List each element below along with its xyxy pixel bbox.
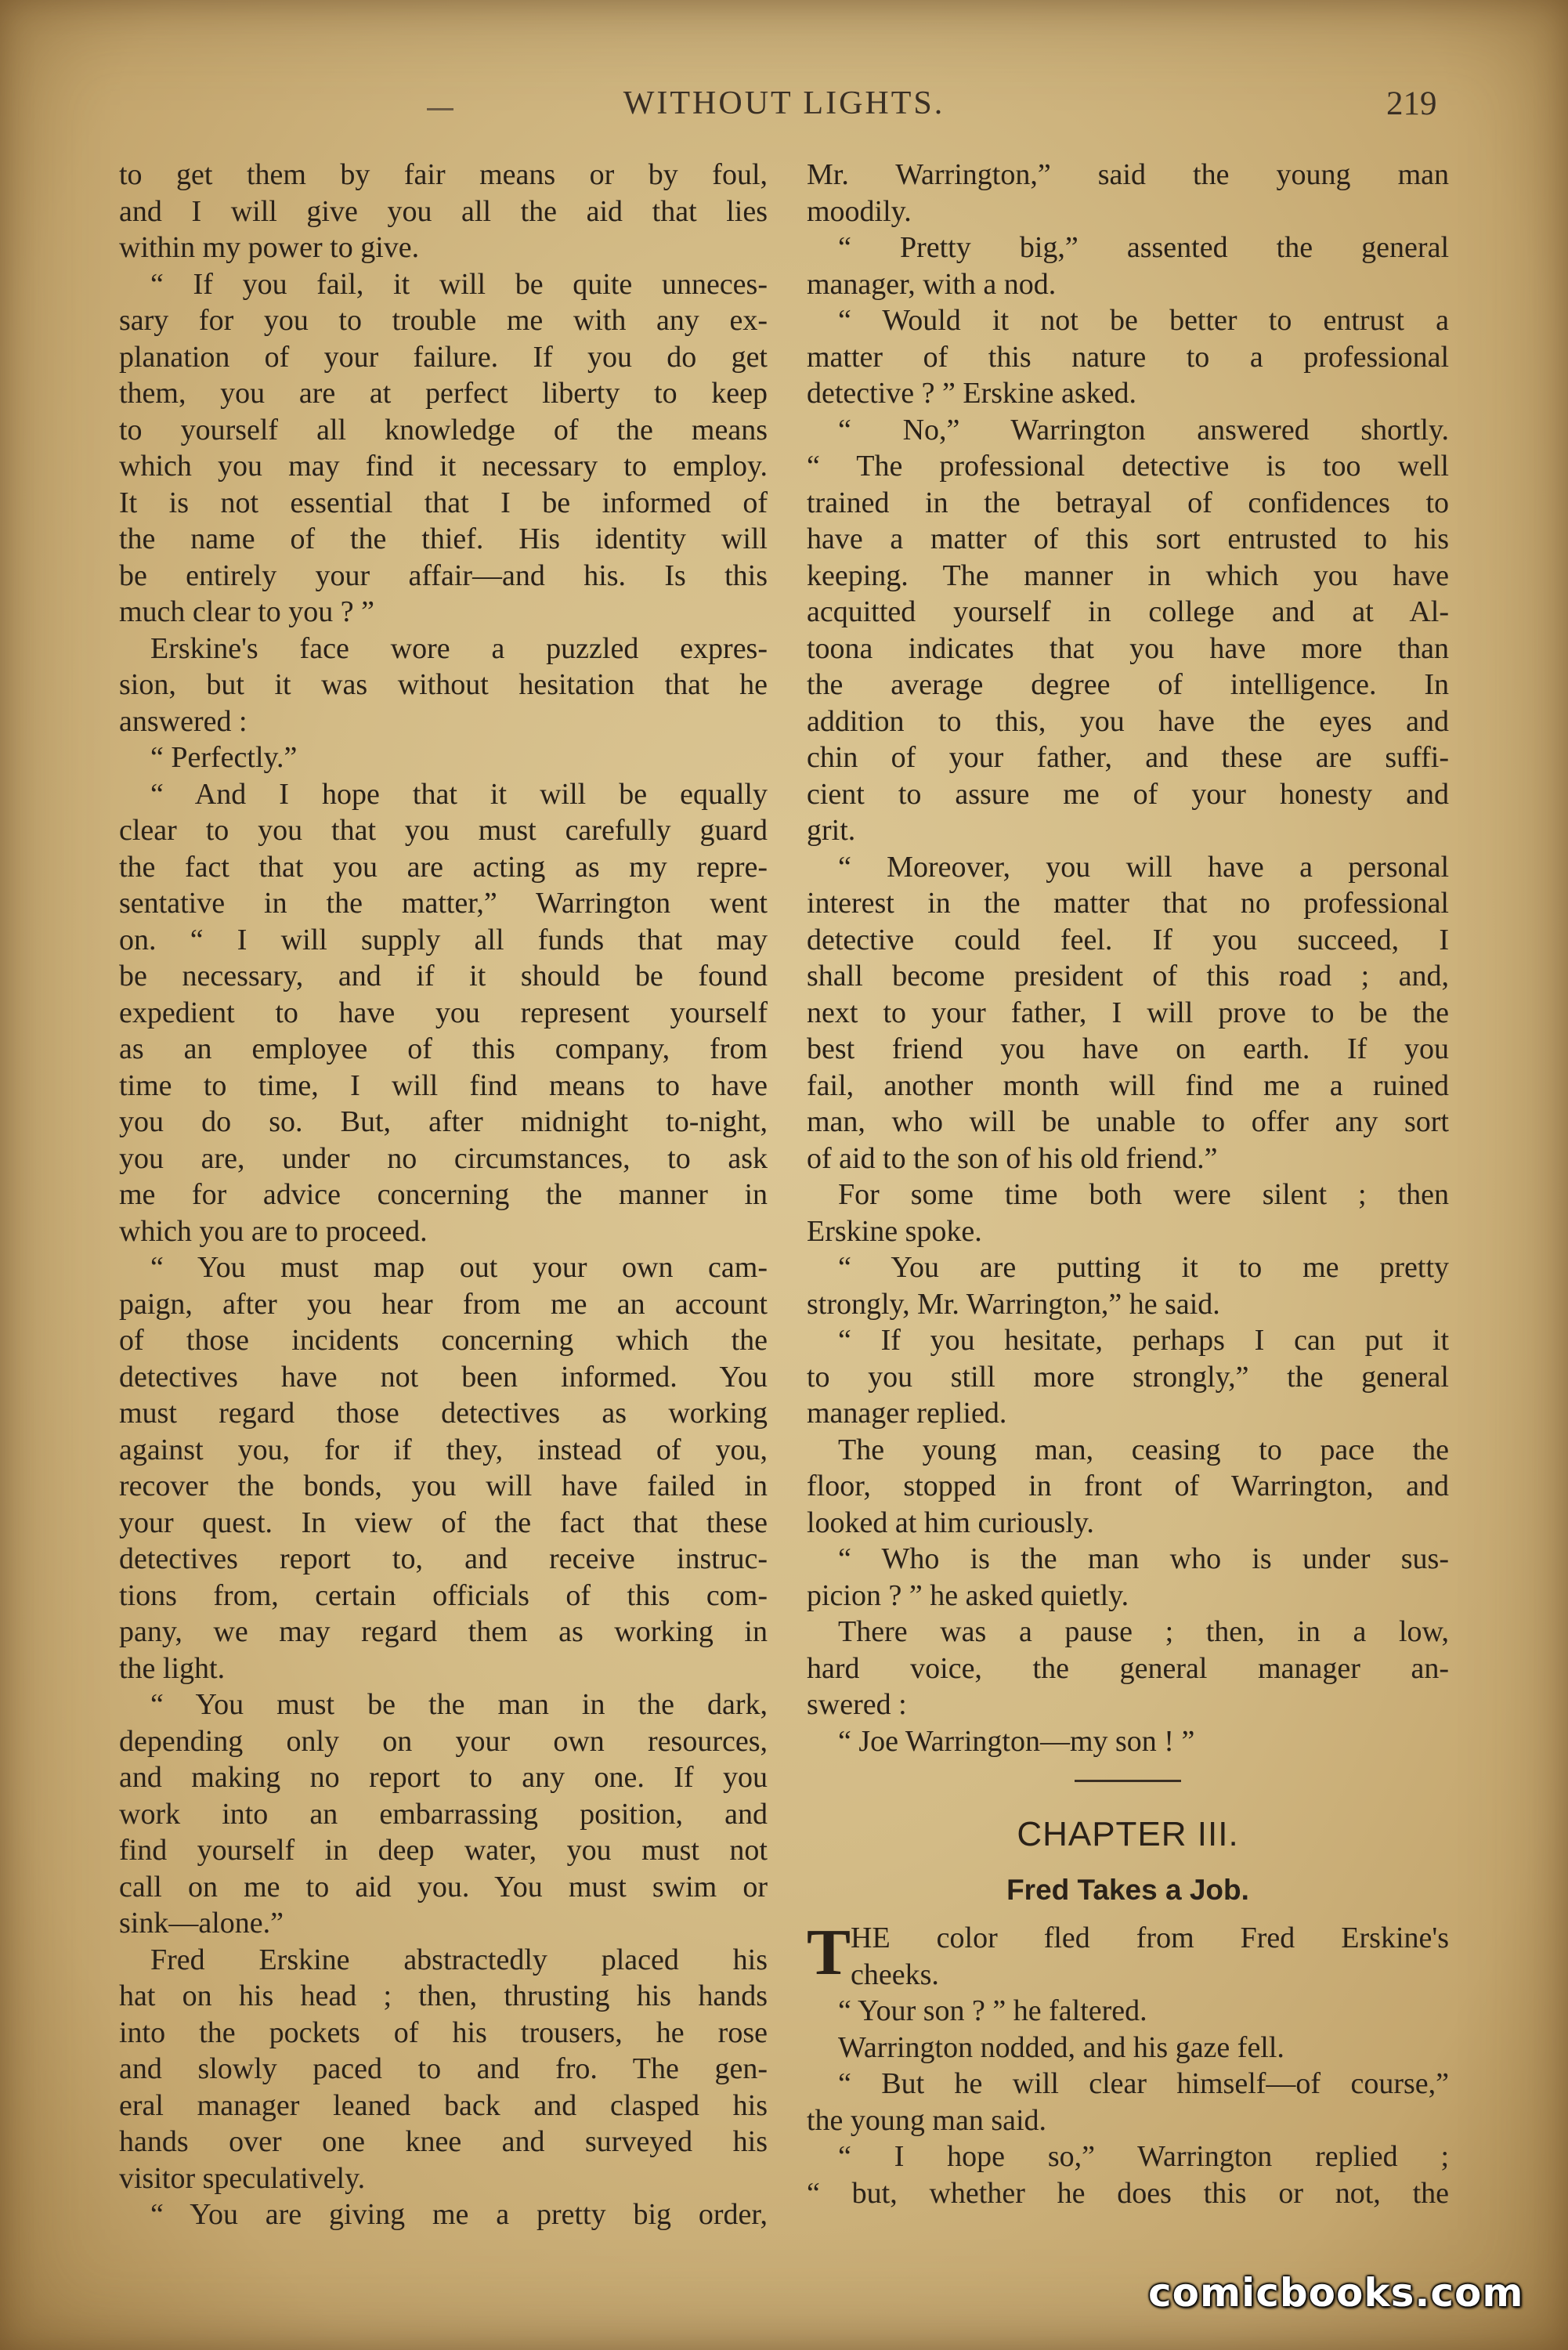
text-line: sary for you to trouble me with any ex- [119,304,768,337]
text-line: tions from, certain officials of this com- [119,1578,768,1612]
text-line: “ You must be the man in the dark, [150,1688,768,1721]
text-line: There was a pause ; then, in a low, [838,1615,1449,1648]
text-line: which you may find it necessary to employ. [119,450,768,483]
page-header [0,85,1568,132]
text-line: of those incidents concerning which the [119,1324,768,1357]
text-line: sink—alone.” [119,1907,284,1940]
text-line: the young man said. [807,2103,1047,2137]
text-line: sion, but it was without hesitation that he [119,668,768,701]
text-line: sentative in the matter,” Warrington went [119,887,768,920]
text-line: planation of your failure. If you do get [119,340,768,374]
text-line: best friend you have on earth. If you [807,1032,1449,1065]
text-line: against you, for if they, instead of you, [119,1433,768,1466]
text-line: For some time both were silent ; then [838,1178,1449,1211]
text-line: “ You are giving me a pretty big order, [150,2198,768,2231]
text-line: “ but, whether he does this or not, the [807,2176,1449,2210]
text-line: “ You must map out your own cam- [150,1251,768,1284]
text-line: expedient to have you represent yourself [119,996,768,1029]
text-line: trained in the betrayal of confidences to [807,486,1449,519]
text-line: into the pockets of his trousers, he rose [119,2016,768,2049]
text-line: “ The professional detective is too well [807,450,1449,483]
text-line: manager replied. [807,1397,1007,1430]
text-line: be necessary, and if it should be found [119,960,768,992]
text-line: shall become president of this road ; and, [807,960,1449,992]
text-line: chin of your father, and these are suffi- [807,741,1449,774]
text-line: floor, stopped in front of Warrington, and [807,1470,1449,1502]
chapter-opening-paragraph [807,1916,1449,1993]
text-line: you do so. But, after midnight to-night, [119,1105,768,1138]
text-line: call on me to aid you. You must swim or [119,1870,768,1904]
text-line: to get them by fair means or by foul, [119,158,768,191]
text-line: detective ? ” Erskine asked. [807,377,1136,410]
text-line: Erskine spoke. [807,1214,982,1248]
text-line: detectives have not been informed. You [119,1360,768,1394]
text-line: man, who will be unable to offer any sort [807,1105,1449,1138]
text-line: and I will give you all the aid that lies [119,194,768,228]
text-line: toona indicates that you have more than [807,631,1449,665]
text-line: interest in the matter that no professional [807,887,1449,920]
text-line: clear to you that you must carefully guard [119,814,768,847]
text-line: eral manager leaned back and clasped his [119,2088,768,2122]
text-line: of aid to the son of his old friend.” [807,1141,1218,1175]
text-line: fail, another month will find me a ruined [807,1068,1449,1102]
text-line: the average degree of intelligence. In [807,668,1449,701]
text-line: find yourself in deep water, you must not [119,1834,768,1867]
text-line: “ Your son ? ” he faltered. [838,1994,1147,2027]
text-line: moodily. [807,194,912,228]
text-line: the fact that you are acting as my repre- [119,850,768,884]
text-line: must regard those detectives as working [119,1397,768,1430]
text-line: acquitted yourself in college and at Al- [807,595,1449,628]
text-line: me for advice concerning the manner in [119,1178,768,1211]
text-line: “ I hope so,” Warrington replied ; [838,2140,1449,2173]
text-line: detectives report to, and receive instruc- [119,1542,768,1575]
text-line: “ Would it not be better to entrust a [838,304,1449,337]
text-line: them, you are at perfect liberty to keep [119,377,768,410]
page-number: 219 [1386,85,1437,122]
text-line: Warrington nodded, and his gaze fell. [838,2030,1284,2064]
text-line: hands over one knee and surveyed his [119,2125,768,2158]
text-line: addition to this, you have the eyes and [807,704,1449,738]
text-line: “ But he will clear himself—of course,” [838,2067,1449,2100]
text-line: The young man, ceasing to pace the [838,1433,1449,1466]
text-line: “ If you fail, it will be quite unneces- [150,267,768,301]
text-line: swered : [807,1688,907,1721]
text-line: HE color fled from Fred Erskine's [851,1922,1449,1954]
text-line: “ Moreover, you will have a personal [838,850,1449,884]
text-line: cient to assure me of your honesty and [807,777,1449,811]
chapter-subtitle: Fred Takes a Job. [1006,1874,1249,1906]
text-line: keeping. The manner in which you have [807,559,1449,592]
text-line: and slowly paced to and fro. The gen- [119,2052,768,2085]
text-line: cheeks. [851,1958,939,1991]
text-line: detective could feel. If you succeed, I [807,923,1449,956]
text-line: to yourself all knowledge of the means [119,413,768,446]
text-line: “ No,” Warrington answered shortly. [838,413,1449,446]
text-line: “ If you hesitate, perhaps I can put it [838,1324,1449,1357]
text-line: have a matter of this sort entrusted to his [807,522,1449,555]
text-line: “ You are putting it to me pretty [838,1251,1449,1284]
text-line: your quest. In view of the fact that these [119,1506,768,1539]
text-line: next to your father, I will prove to be the [807,996,1449,1029]
text-line: work into an embarrassing position, and [119,1797,768,1831]
text-line: picion ? ” he asked quietly. [807,1578,1129,1612]
text-line: hat on his head ; then, thrusting his hands [119,1979,768,2012]
text-line: as an employee of this company, from [119,1032,768,1065]
text-line: and making no report to any one. If you [119,1761,768,1794]
drop-cap: T [807,1916,851,1989]
text-line: on. “ I will supply all funds that may [119,923,768,956]
text-line: visitor speculatively. [119,2161,366,2195]
text-line: “ Who is the man who is under sus- [838,1542,1449,1575]
text-line: hard voice, the general manager an- [807,1651,1449,1685]
text-line: the name of the thief. His identity will [119,522,768,555]
text-line: recover the bonds, you will have failed in [119,1470,768,1502]
right-column [807,157,1449,2211]
text-line: pany, we may regard them as working in [119,1615,768,1648]
text-line: looked at him curiously. [807,1506,1094,1539]
text-line: time to time, I will find means to have [119,1068,768,1102]
text-line: within my power to give. [119,231,420,264]
text-line: depending only on your own resources, [119,1724,768,1758]
text-line: “ Joe Warrington—my son ! ” [838,1724,1195,1758]
text-line: Mr. Warrington,” said the young man [807,158,1449,191]
text-line: It is not essential that I be informed of [119,486,768,519]
text-line: matter of this nature to a professional [807,340,1449,374]
text-line: the light. [119,1651,226,1685]
site-watermark: comicbooks.com [1148,2270,1524,2316]
text-line: “ Pretty big,” assented the general [838,231,1449,264]
left-column [119,157,768,2233]
running-title: WITHOUT LIGHTS. [623,85,945,121]
text-line: be entirely your affair—and his. Is this [119,559,768,592]
text-line: Erskine's face wore a puzzled expres- [150,631,768,665]
text-line: manager, with a nod. [807,267,1057,301]
section-divider-rule [1075,1780,1181,1782]
text-line: you are, under no circumstances, to ask [119,1141,768,1175]
text-line: strongly, Mr. Warrington,” he said. [807,1287,1220,1321]
text-line: Fred Erskine abstractedly placed his [150,1943,768,1976]
text-line: much clear to you ? ” [119,595,375,628]
text-line: paign, after you hear from me an account [119,1287,768,1321]
text-line: to you still more strongly,” the general [807,1360,1449,1394]
text-line: “ Perfectly.” [150,741,298,774]
chapter-heading: CHAPTER III. [1017,1815,1239,1853]
text-line: “ And I hope that it will be equally [150,777,768,811]
text-line: which you are to proceed. [119,1214,428,1248]
text-line: answered : [119,704,247,738]
text-line: grit. [807,814,856,847]
